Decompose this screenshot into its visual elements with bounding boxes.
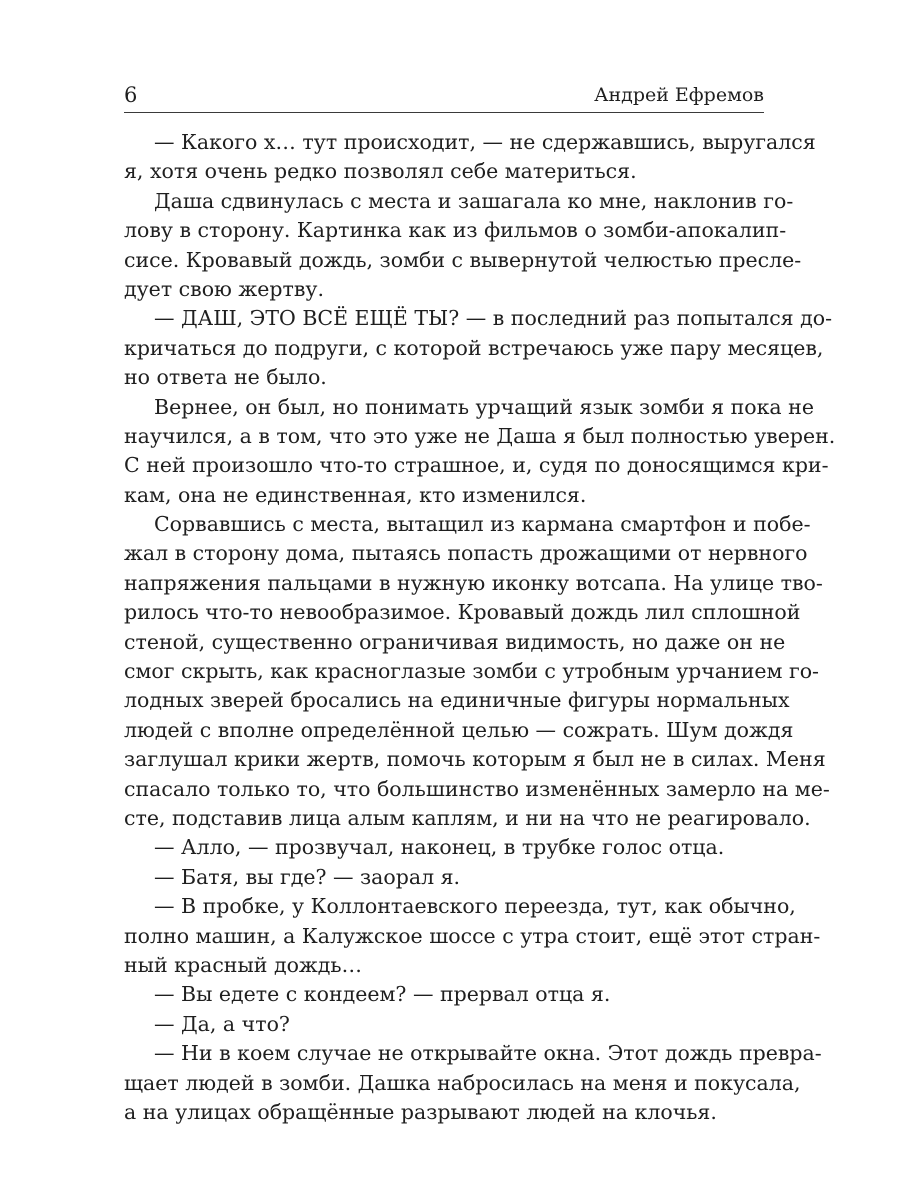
text-line: — В пробке, у Коллонтаевского переезда, тут, как обычно, xyxy=(154,894,796,919)
text-line: научился, а в том, что это уже не Даша я был полностью уверен. xyxy=(124,423,836,448)
text-line: — Алло, — прозвучал, наконец, в трубке голос отца. xyxy=(154,835,725,860)
text-line: а на улицах обращённые разрывают людей на клочья. xyxy=(124,1099,717,1124)
text-line: Сорвавшись с места, вытащил из кармана смартфон и побе- xyxy=(154,512,811,537)
text-line: ный красный дождь… xyxy=(124,952,363,977)
book-text xyxy=(124,128,836,1127)
text-line: кричаться до подруги, с которой встречаюсь уже пару месяцев, xyxy=(124,335,824,360)
text-line: людей с вполне определённой целью — сожрать. Шум дождя xyxy=(124,717,794,742)
text-line: щает людей в зомби. Дашка набросилась на меня и покусала, xyxy=(124,1070,801,1095)
text-line: жал в сторону дома, пытаясь попасть дрожащими от нервного xyxy=(124,541,808,566)
text-line: кам, она не единственная, кто изменился. xyxy=(124,482,587,507)
text-line: спасало только то, что большинство изменённых замерло на ме- xyxy=(124,776,830,801)
text-line: лодных зверей бросались на единичные фигуры нормальных xyxy=(124,688,790,713)
text-line: сте, подставив лица алым каплям, и ни на что не реагировало. xyxy=(124,805,811,830)
text-line: — ДАШ, ЭТО ВСЁ ЕЩЁ ТЫ? — в последний раз попытался до- xyxy=(154,306,833,331)
page-number: 6 xyxy=(124,83,138,107)
text-line: полно машин, а Калужское шоссе с утра стоит, ещё этот стран- xyxy=(124,923,821,948)
text-line: лову в сторону. Картинка как из фильмов о зомби-апокалип- xyxy=(124,218,787,243)
text-line: Даша сдвинулась с места и зашагала ко мне, наклонив го- xyxy=(154,188,794,213)
text-line: я, хотя очень редко позволял себе материться. xyxy=(124,159,637,184)
text-line: сисе. Кровавый дождь, зомби с вывернутой челюстью пресле- xyxy=(124,247,802,272)
text-line: напряжения пальцами в нужную иконку вотсапа. На улице тво- xyxy=(124,570,823,595)
text-line: — Вы едете с кондеем? — прервал отца я. xyxy=(154,982,611,1007)
text-line: — Батя, вы где? — заорал я. xyxy=(154,864,461,889)
author-name: Андрей Ефремов xyxy=(594,84,764,106)
text-line: — Какого х… тут происходит, — не сдержавшись, выругался xyxy=(154,130,816,154)
text-line: С ней произошло что-то страшное, и, судя по доносящимся кри- xyxy=(124,453,829,478)
text-line: — Ни в коем случае не открывайте окна. Этот дождь превра- xyxy=(154,1041,822,1066)
text-line: дует свою жертву. xyxy=(124,276,324,301)
text-line: стеной, существенно ограничивая видимость, но даже он не xyxy=(124,629,786,654)
text-line: но ответа не было. xyxy=(124,365,327,390)
text-line: — Да, а что? xyxy=(154,1011,290,1036)
text-line: смог скрыть, как красноглазые зомби с утробным урчанием го- xyxy=(124,659,819,684)
text-line: Вернее, он был, но понимать урчащий язык зомби я пока не xyxy=(154,394,814,419)
text-line: рилось что-то невообразимое. Кровавый дождь лил сплошной xyxy=(124,600,801,625)
text-line: заглушал крики жертв, помочь которым я был не в силах. Меня xyxy=(124,747,826,772)
running-header xyxy=(124,80,764,113)
